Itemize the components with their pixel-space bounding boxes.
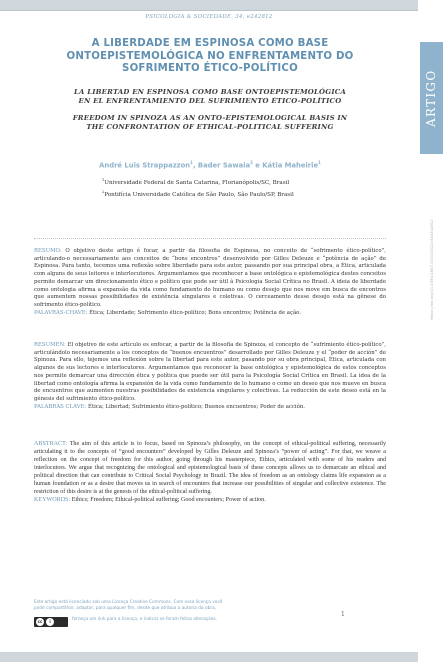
abstract-spanish: [34, 342, 386, 411]
license-line: forneça um link para a licença, e indicar se foram feitas alterações.: [72, 617, 218, 622]
author-separator: ,: [192, 161, 198, 170]
abstract-text: O objetivo deste artigo é focar, a partir da filosofia de Espinosa, no conceito de “sofrimento ético-político”, articulando-o necessariamente aos conceitos de “bons encontros” desenvolvido por Gilles Deleuze e “potência de ação” de Espinosa. Para tanto, tecemos uma reflexão sobre liberdade para este autor, passando por sua principal obra, a Ética, articulada com alguns de seus leitores e interlocutores. Argumentamos que reconhecer a base ontológica e epistemológica destes conceitos permite demarcar um direcionamento ético e político que pode ser útil à Psicologia Social Crítica no Brasil. A ideia de liberdade como ontologia afirma a expansão da vida como fundamento do humano ou como desejo que nos move em busca de encontros que aumentem nossas possibilidades de existência singulares e coletivas. O cerceamento desse desejo está na gênese do sofrimento ético-político.: [34, 248, 386, 308]
top-rule: [0, 10, 418, 11]
keywords-text: Ética; Liberdade; Sofrimento ético-político; Bons encontros; Potência de ação.: [87, 309, 301, 316]
license-notice: [34, 600, 352, 612]
title-line: A LIBERDADE EM ESPINOSA COMO BASE: [91, 38, 329, 49]
author-affiliation-mark: 2: [250, 160, 253, 165]
affiliation: [102, 190, 294, 198]
title-line: FREEDOM IN SPINOZA AS AN ONTO-EPISTEMOLOGICAL BASIS IN: [72, 114, 348, 122]
attribution-icon: i: [46, 618, 54, 626]
abstract-label: RESUMEN:: [34, 342, 66, 348]
keywords-label: PALABRAS CLAVE:: [34, 403, 87, 410]
affiliation-text: Pontifícia Universidade Católica de São Paulo, São Paulo/SP, Brasil: [104, 191, 294, 198]
affiliation-mark: 1: [102, 178, 105, 182]
abstract-label: ABSTRACT:: [34, 441, 68, 447]
title-english: [24, 114, 396, 132]
abstract-label: RESUMO:: [34, 248, 62, 254]
author-affiliation-mark: 1: [318, 160, 321, 165]
doi-link[interactable]: https://doi.org/10.1590/1807-0310/2022v34e242812: [429, 219, 434, 320]
affiliation: [102, 178, 289, 186]
title-line: EN EL ENFRENTAMIENTO DEL SUFRIMIENTO ÉTICO-POLÍTICO: [78, 97, 342, 105]
keywords-text: Ética; Libertad; Sufrimiento ético-político; Buenos encuentros; Poder de acción.: [86, 403, 305, 410]
abstract-english: [34, 440, 386, 504]
author-name: Kátia Maheirie: [262, 161, 319, 170]
journal-header: PSICOLOGIA & SOCIEDADE, 34, e242812: [145, 14, 273, 20]
top-band: [0, 0, 418, 10]
cc-icon: cc: [37, 619, 43, 624]
bottom-band: [0, 652, 418, 662]
abstract-text: The aim of this article is to focus, based on Spinoza’s philosophy, on the concept of ethical-political suffering, necessarily articulating it to the concepts of “good encounters” developed by Gilles Deleuze and Spinoza’s “power of acting”. For that, we weave a reflection on the concept of freedom for this author, going through his masterpiece, Ethics, articulated with some of his readers and interlocutors. We argue that recognizing the ontological and epistemological basis of these concepts allows us to demarcate an ethical and political direction that can contribute to Critical Social Psychology in Brazil. The idea of freedom as an ontology claims life expansion as a human foundation or as a desire that moves us in search of encounters that increase our possibilities of singular and collective existence. The restriction of this desire is at the genesis of the ethical-political suffering.: [34, 441, 386, 495]
title-portuguese: [24, 38, 396, 76]
affiliation-text: Universidade Federal de Santa Catarina, Florianópolis/SC, Brasil: [104, 179, 290, 186]
author-separator: e: [252, 161, 263, 170]
abstract-text: El objetivo de este artículo es enfocar, a partir de la filosofía de Spinoza, el concepto de “sufrimiento ético-político”, articulándolo necesariamente a los conceptos de “buenos encuentros” desarrollado por Gilles Deleuze y el “poder de acción” de Spinoza. Para ello, tejemos una reflexión sobre la libertad para este autor, pasando por su obra principal, Ética, articulada con algunos de sus lectores e interlocutores. Argumentamos que reconocer la base ontológica y epistemológica de estos conceptos nos permite demarcar una dirección ética y política que puede ser útil para la Psicología Social Crítica en Brasil. La idea de la libertad como ontología afirma la expansión de la vida como fundamento de lo humano o como un deseo que nos mueve en busca de encuentros que aumenten nuestras posibilidades de existencia singulares y colectivas. La reducción de este deseo está en la génesis del sufrimiento ético-político.: [34, 342, 386, 402]
author-name: Bader Sawaia: [197, 161, 251, 170]
author-name: André Luis Strappazzon: [99, 161, 191, 170]
creative-commons-badge-icon[interactable]: [34, 617, 68, 627]
license-line: pode compartilhar, adaptar, para qualquer fim, desde que atribua a autoria da obra,: [34, 606, 217, 612]
title-line: ONTOEPISTEMOLÓGICA NO ENFRENTAMENTO DO: [66, 50, 354, 62]
keywords-label: PALAVRAS-CHAVE:: [34, 309, 88, 316]
keywords-text: Ethics; Freedom; Ethical-political suffering; Good encounters; Power of action.: [70, 497, 266, 503]
license-line: Este artigo está licenciado sob uma Licença Creative Commons. Com essa licença você: [34, 600, 223, 605]
page-number: 1: [341, 611, 345, 618]
section-label: ARTIGO: [424, 69, 438, 127]
affiliation-mark: 2: [102, 190, 105, 194]
title-line: LA LIBERTAD EN ESPINOSA COMO BASE ONTOEPISTEMOLÓGICA: [74, 88, 346, 96]
title-line: SOFRIMENTO ÉTICO-POLÍTICO: [122, 63, 298, 74]
abstract-portuguese: [34, 248, 386, 317]
author-list: [24, 160, 396, 169]
keywords-label: KEYWORDS:: [34, 497, 71, 503]
author-affiliation-mark: 1: [190, 160, 193, 165]
title-line: THE CONFRONTATION OF ETHICAL-POLITICAL SUFFERING: [86, 123, 334, 131]
title-spanish: [24, 88, 396, 106]
divider: [34, 238, 386, 239]
